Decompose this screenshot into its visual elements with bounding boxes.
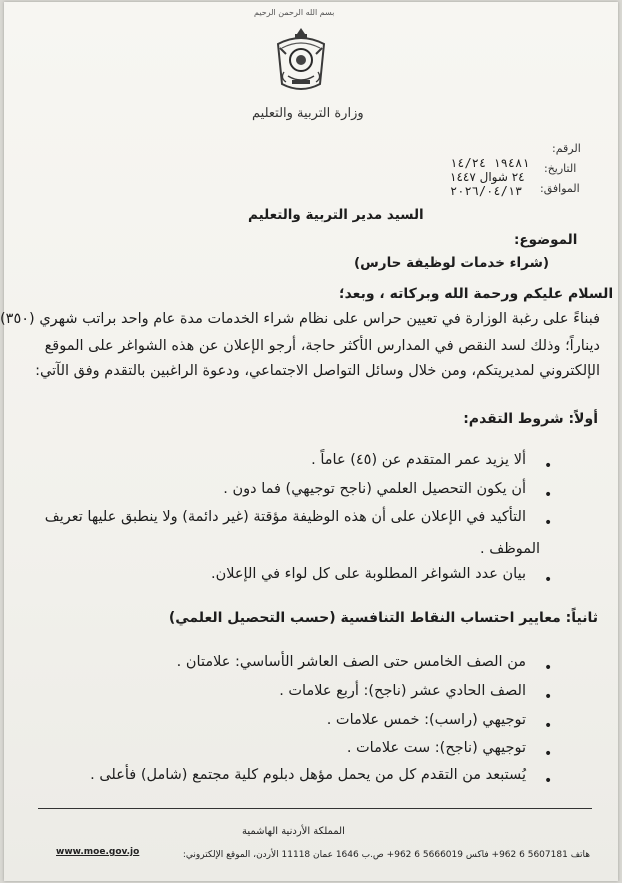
bismillah: بسم الله الرحمن الرحيم <box>254 8 335 17</box>
section1-item-3: التأكيد في الإعلان على أن هذه الوظيفة مؤقتة (غير دائمة) ولا ينطبق عليها تعريف <box>44 509 526 525</box>
intro-line-2: ديناراً؛ وذلك لسد النقص في المدارس الأكثر حاجة، أرجو الإعلان عن هذه الشواغر على الموقع <box>44 338 600 354</box>
section1-title: أولاً: شروط التقدم: <box>463 411 598 427</box>
ref-label: الرقم: <box>552 142 581 155</box>
section2-bullet-2: • <box>544 689 553 705</box>
footer-website[interactable]: www.moe.gov.jo <box>56 847 140 857</box>
section2-bullet-4: • <box>544 746 553 762</box>
addressee: السيد مدير التربية والتعليم <box>248 207 424 223</box>
intro-line-3: الإلكتروني لمديريتكم، ومن خلال وسائل التواصل الاجتماعي، ودعوة الراغبين بالتقدم وفق الآتي: <box>35 363 600 379</box>
section1-bullet-3: • <box>544 515 553 531</box>
footer-divider <box>38 808 592 809</box>
gregorian-value: ٢٠٢٦/٠٤/١٣ <box>450 184 523 198</box>
section1-bullet-4: • <box>544 572 553 588</box>
ministry-name: وزارة التربية والتعليم <box>252 106 364 121</box>
subject-value: (شراء خدمات لوظيفة حارس) <box>354 255 550 271</box>
jordan-coat-of-arms-icon <box>268 24 334 94</box>
footer-contact: هاتف 5607181 6 962+ فاكس 5666019 6 962+ ص.ب 1646 عمان 11118 الأردن، الموقع الإلكتروني: <box>182 850 590 860</box>
subject-label: الموضوع: <box>514 232 578 248</box>
date-label: التاريخ: <box>544 162 577 175</box>
section2-item-2: الصف الحادي عشر (ناجح): أربع علامات . <box>279 683 526 699</box>
intro-line-1: فبناءً على رغبة الوزارة في تعيين حراس على نظام شراء الخدمات مدة عام واحد براتب شهري (٣٥٠) <box>0 311 600 327</box>
section1-continuation: الموظف . <box>480 541 541 557</box>
section2-item-4: توجيهي (ناجح): ست علامات . <box>346 740 526 756</box>
section1-bullet-1: • <box>544 458 553 474</box>
section2-bullet-3: • <box>544 718 553 734</box>
ref-value: ١٩٤٨١ ١٤/٢٤ <box>450 156 530 170</box>
document-page <box>0 2 618 881</box>
date-value: ٢٤ شوال ١٤٤٧ <box>450 170 525 184</box>
section2-bullet-1: • <box>544 660 553 676</box>
section1-item-4: بيان عدد الشواغر المطلوبة على كل لواء في الإعلان. <box>211 566 526 582</box>
section2-bullet-5: • <box>544 773 553 789</box>
section1-item-1: ألا يزيد عمر المتقدم عن (٤٥) عاماً . <box>311 452 526 468</box>
section2-item-3: توجيهي (راسب): خمس علامات . <box>326 712 526 728</box>
greeting: السلام عليكم ورحمة الله وبركاته ، وبعد؛ <box>339 286 614 302</box>
footer-kingdom: المملكة الأردنية الهاشمية <box>242 826 345 837</box>
section2-item-1: من الصف الخامس حتى الصف العاشر الأساسي: علامتان . <box>176 654 526 670</box>
gregorian-label: الموافق: <box>540 182 580 195</box>
section2-title: ثانياً: معايير احتساب النقاط التنافسية (حسب التحصيل العلمي) <box>168 610 598 626</box>
section1-item-2: أن يكون التحصيل العلمي (ناجح توجيهي) فما دون . <box>223 481 526 497</box>
section2-item-5: يُستبعد من التقدم كل من يحمل مؤهل دبلوم كلية مجتمع (شامل) فأعلى . <box>90 767 526 783</box>
section1-bullet-2: • <box>544 487 553 503</box>
